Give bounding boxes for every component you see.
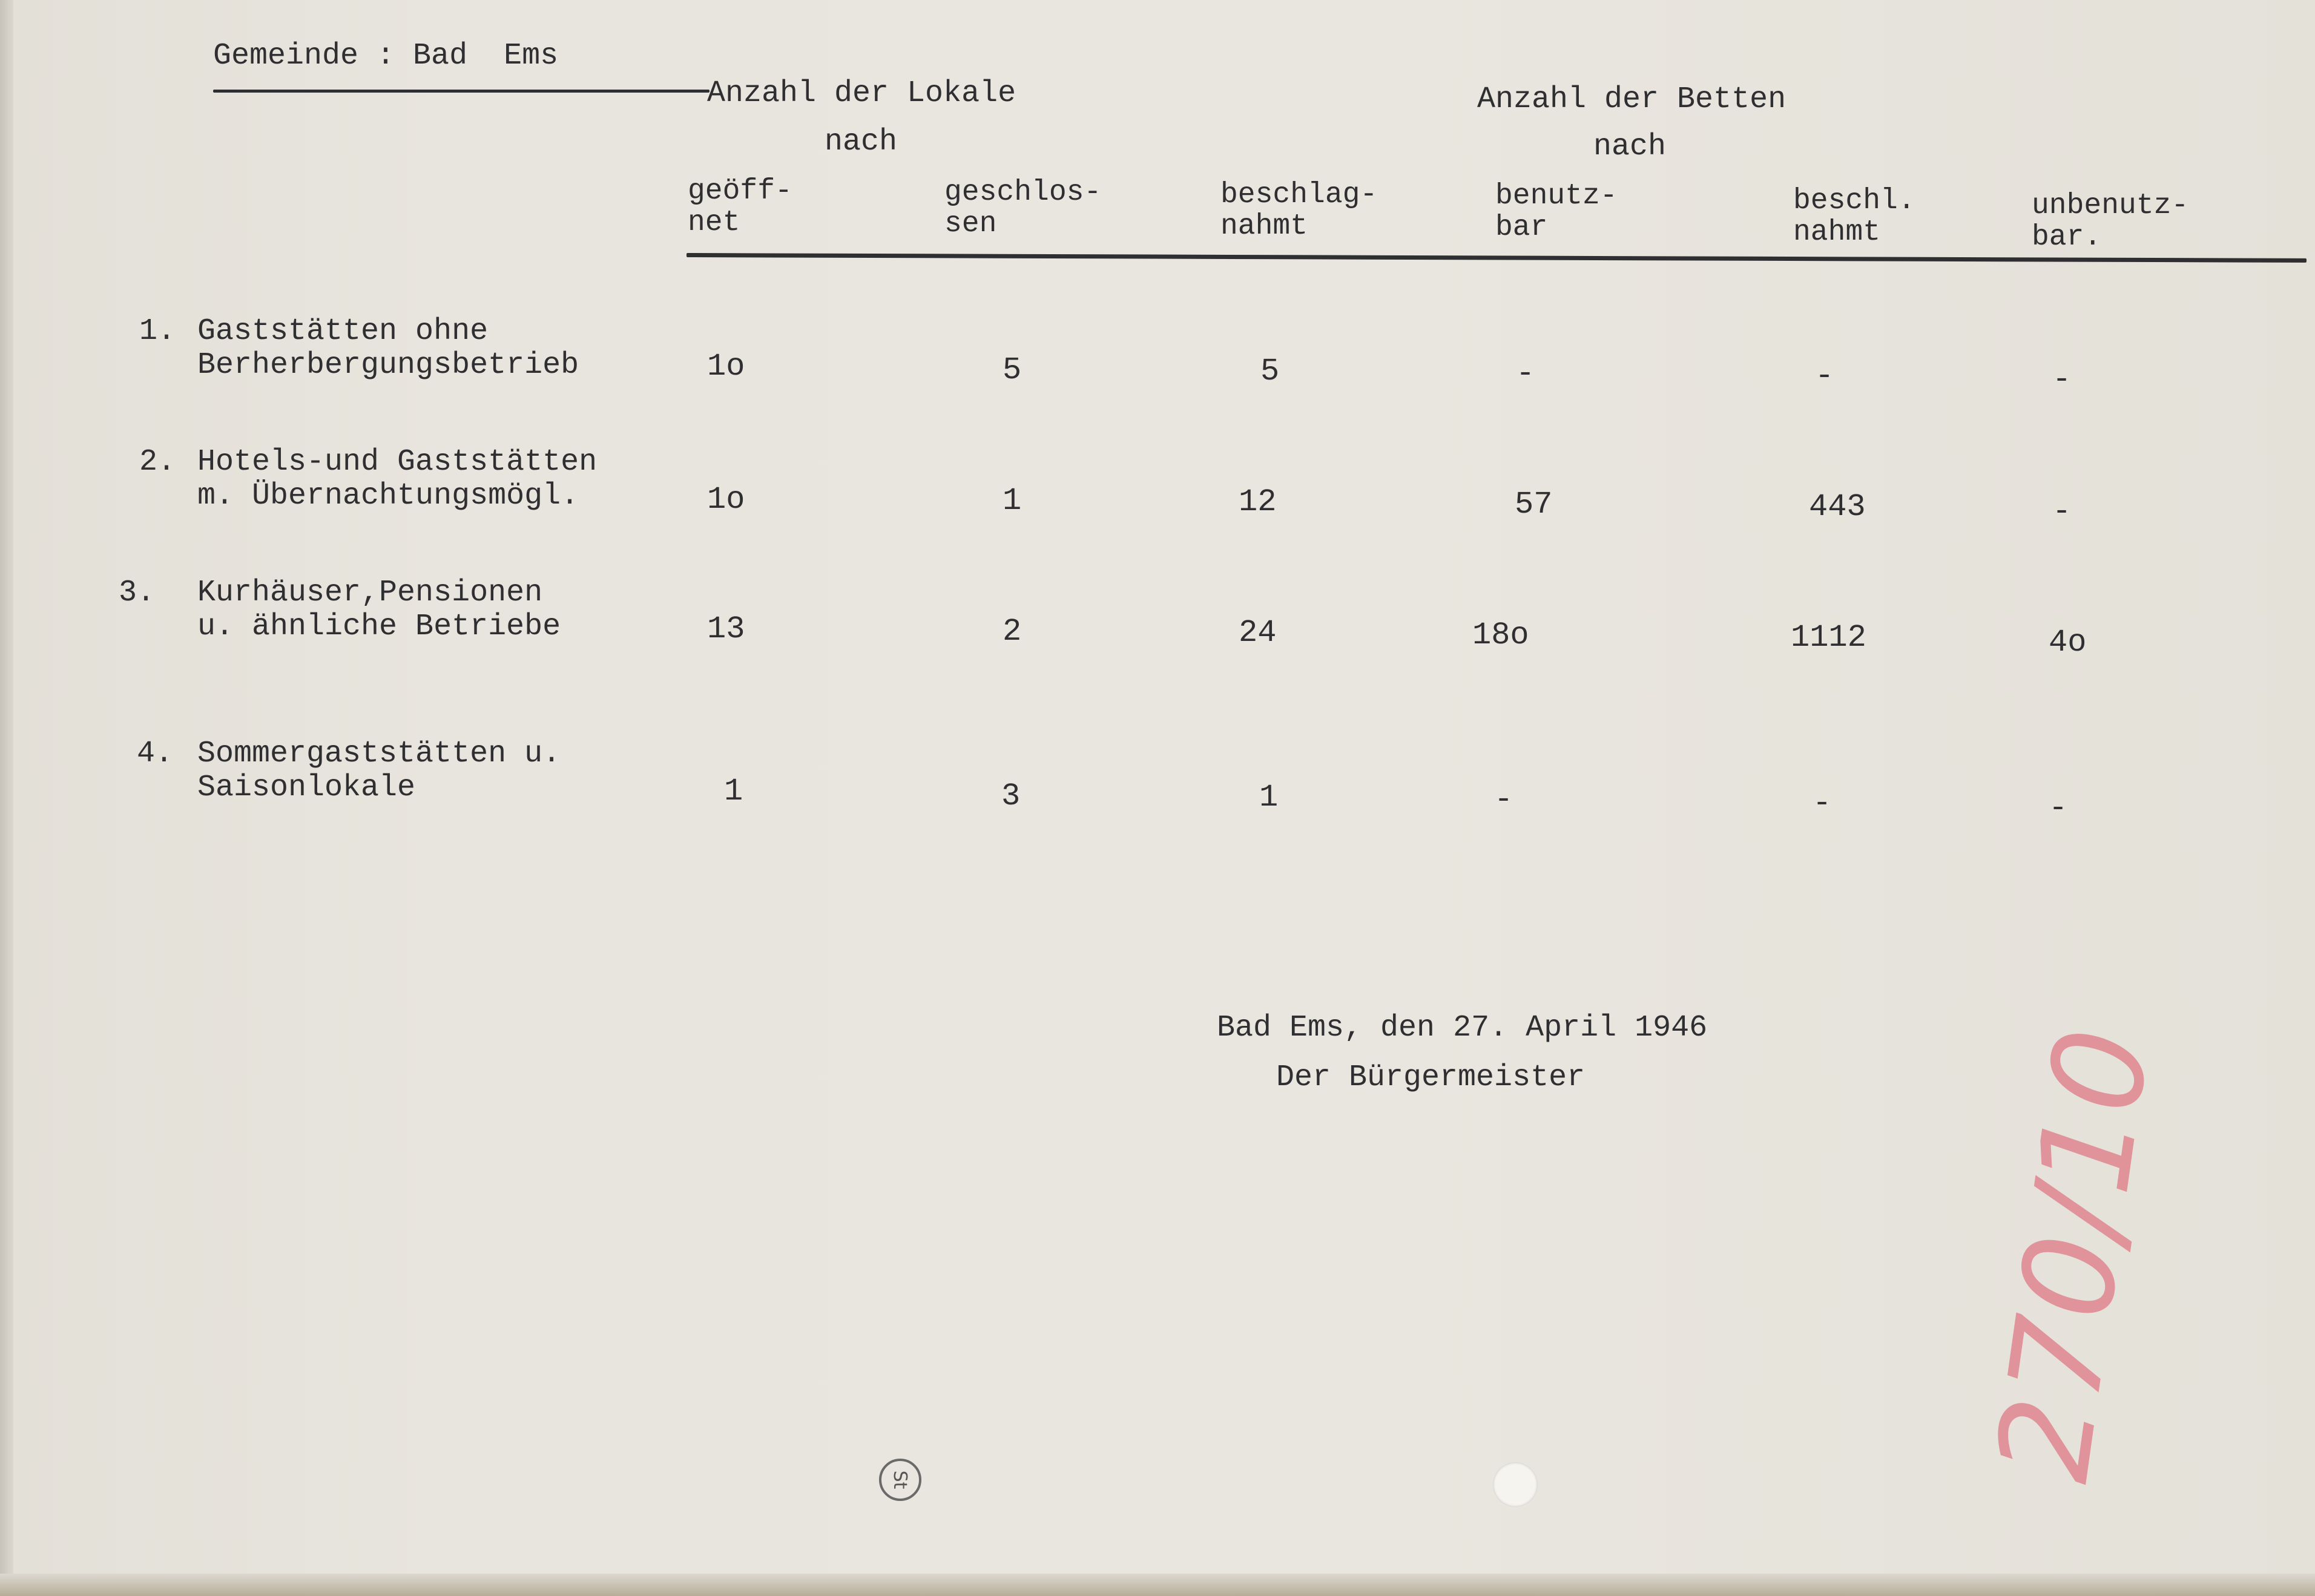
cell-value: 1112 [1791, 620, 1866, 655]
cell-value: - [1813, 786, 1832, 821]
cell-value: 57 [1515, 487, 1553, 522]
cell-value: - [1516, 356, 1535, 392]
paper-left-edge [0, 0, 13, 1596]
cell-value: 12 [1239, 484, 1277, 520]
cell-value: 443 [1809, 489, 1866, 525]
cell-value: 13 [707, 611, 745, 647]
gemeinde-label: Gemeinde : Bad Ems [213, 39, 559, 73]
cell-value: 5 [1003, 352, 1022, 388]
cell-value: 24 [1239, 615, 1277, 651]
lokale-header: Anzahl der Lokale [707, 76, 1016, 111]
betten-header: Anzahl der Betten [1477, 82, 1786, 117]
cell-value: 18o [1472, 617, 1529, 653]
row-label: Kurhäuser,Pensionen u. ähnliche Betriebe [197, 576, 561, 644]
small-stamp-text: St [889, 1470, 911, 1489]
col-header-benutzbar: benutz- bar [1495, 180, 1618, 244]
cell-value: 2 [1003, 614, 1022, 649]
small-stamp [879, 1459, 921, 1501]
row-number: 3. [119, 576, 156, 610]
col-header-geschlossen: geschlos- sen [944, 176, 1102, 240]
row-number: 2. [139, 445, 176, 479]
betten-nach: nach [1593, 130, 1667, 164]
row-label: Gaststätten ohne Berherbergungsbetrieb [197, 314, 579, 383]
cell-value: 1o [707, 349, 745, 384]
gemeinde-underline [213, 90, 710, 93]
header-rule [687, 253, 2307, 263]
archive-number-annotation: 270/10 [1968, 1019, 2179, 1490]
row-label: Sommergaststätten u. Saisonlokale [197, 737, 561, 805]
cell-value: 4o [2049, 625, 2087, 660]
cell-value: 1 [724, 773, 743, 809]
row-label: Hotels-und Gaststätten m. Übernachtungsmögl. [197, 445, 598, 513]
cell-value: - [1494, 782, 1513, 818]
row-number: 1. [139, 314, 176, 349]
cell-value: - [1815, 358, 1834, 394]
cell-value: 1 [1003, 483, 1022, 519]
paper-bottom-edge [0, 1574, 2315, 1596]
punch-hole [1493, 1462, 1538, 1507]
cell-value: 5 [1260, 353, 1280, 389]
cell-value: 1 [1259, 780, 1279, 815]
cell-value: - [2049, 790, 2068, 826]
col-header-beschlagnahmt: beschlag- nahmt [1220, 179, 1378, 243]
cell-value: - [2052, 362, 2072, 398]
lokale-nach: nach [825, 125, 898, 159]
cell-value: 3 [1001, 778, 1021, 814]
col-header-unbenutzbar: unbenutz- bar. [2032, 189, 2189, 254]
cell-value: 1o [707, 482, 745, 517]
cell-value: - [2052, 494, 2072, 530]
col-header-geoeffnet: geöff- net [688, 175, 792, 239]
signature-title: Der Bürgermeister [1276, 1060, 1586, 1095]
col-header-beschl-nahmt: beschl. nahmt [1793, 185, 1915, 249]
signature-place-date: Bad Ems, den 27. April 1946 [1217, 1011, 1708, 1045]
row-number: 4. [137, 737, 174, 771]
